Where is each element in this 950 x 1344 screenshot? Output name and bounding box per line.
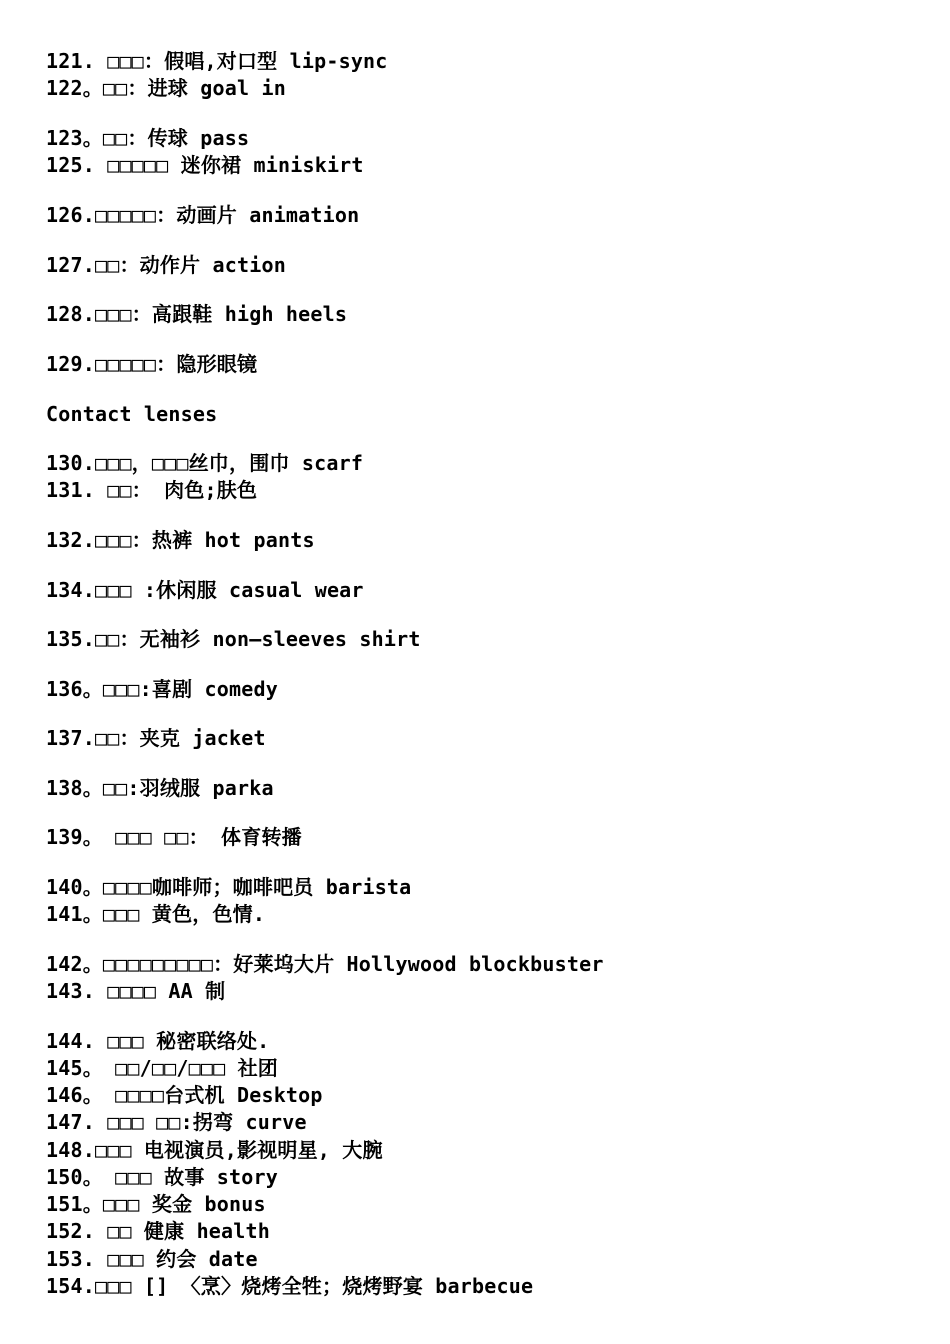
entry-150: 150。 □□□ 故事 story bbox=[46, 1165, 278, 1189]
entry-134: 134.□□□ :休闲服 casual wear bbox=[46, 578, 364, 602]
entry-125: 125. □□□□□ 迷你裙 miniskirt bbox=[46, 153, 364, 177]
entry-145: 145。 □□/□□/□□□ 社团 bbox=[46, 1056, 278, 1080]
entry-128: 128.□□□：高跟鞋 high heels bbox=[46, 302, 348, 326]
entry-148: 148.□□□ 电视演员,影视明星, 大腕 bbox=[46, 1138, 383, 1162]
entry-143: 143. □□□□ AA 制 bbox=[46, 979, 226, 1003]
entry-138: 138。□□:羽绒服 parka bbox=[46, 776, 274, 800]
entry-129: 129.□□□□□：隐形眼镜 bbox=[46, 352, 258, 376]
entry-135: 135.□□：无袖衫 non—sleeves shirt bbox=[46, 627, 421, 651]
entry-136: 136。□□□:喜剧 comedy bbox=[46, 677, 278, 701]
entry-142: 142。□□□□□□□□□：好莱坞大片 Hollywood blockbuster bbox=[46, 952, 604, 976]
entry-147: 147. □□□ □□:拐弯 curve bbox=[46, 1110, 307, 1134]
entry-123: 123。□□：传球 pass bbox=[46, 126, 250, 150]
entry-132: 132.□□□：热裤 hot pants bbox=[46, 528, 315, 552]
entry-122: 122。□□：进球 goal in bbox=[46, 76, 286, 100]
entry-127: 127.□□：动作片 action bbox=[46, 253, 286, 277]
entry-146: 146。 □□□□台式机 Desktop bbox=[46, 1083, 323, 1107]
entry-126: 126.□□□□□：动画片 animation bbox=[46, 203, 360, 227]
entry-131: 131. □□： 肉色;肤色 bbox=[46, 478, 258, 502]
entry-151: 151。□□□ 奖金 bonus bbox=[46, 1192, 266, 1216]
entry-139: 139。 □□□ □□： 体育转播 bbox=[46, 825, 302, 849]
entry-129-continuation: Contact lenses bbox=[46, 402, 218, 426]
entry-154: 154.□□□ [] 〈烹〉烧烤全牲；烧烤野宴 barbecue bbox=[46, 1274, 534, 1298]
entry-152: 152. □□ 健康 health bbox=[46, 1219, 271, 1243]
entry-153: 153. □□□ 约会 date bbox=[46, 1247, 258, 1271]
entry-121: 121. □□□：假唱,对口型 lip-sync bbox=[46, 49, 388, 73]
entry-144: 144. □□□ 秘密联络处. bbox=[46, 1029, 270, 1053]
entry-137: 137.□□：夹克 jacket bbox=[46, 726, 266, 750]
entry-141: 141。□□□ 黄色，色情. bbox=[46, 902, 266, 926]
entry-130: 130.□□□，□□□丝巾，围巾 scarf bbox=[46, 451, 364, 475]
entry-140: 140。□□□□咖啡师；咖啡吧员 barista bbox=[46, 875, 412, 899]
